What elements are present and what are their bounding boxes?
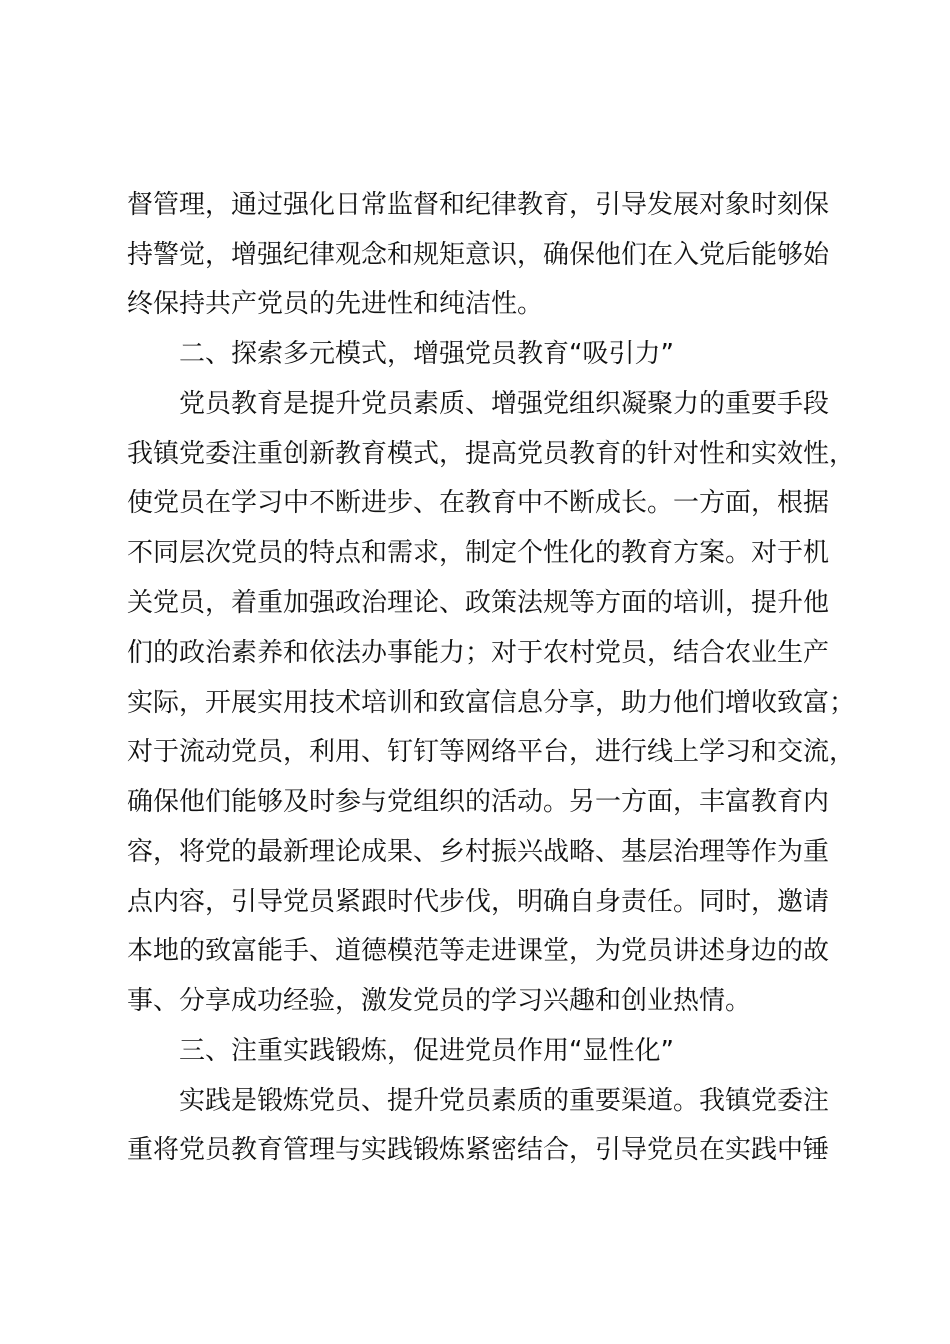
body-text-line: 不同层次党员的特点和需求，制定个性化的教育方案。对于机 — [127, 538, 830, 568]
body-text-line: 重将党员教育管理与实践锻炼紧密结合，引导党员在实践中锤 — [127, 1135, 830, 1165]
body-text-line: 党员教育是提升党员素质、增强党组织凝聚力的重要手段 — [179, 389, 830, 419]
body-text-line: 们的政治素养和依法办事能力；对于农村党员，结合农业生产 — [127, 638, 830, 668]
body-text-line: 终保持共产党员的先进性和纯洁性。 — [127, 289, 544, 319]
body-text-line: 对于流动党员，利用、钉钉等网络平台，进行线上学习和交流， — [127, 737, 856, 767]
body-text-line: 我镇党委注重创新教育模式，提高党员教育的针对性和实效性， — [127, 439, 856, 469]
body-text-line: 事、分享成功经验，激发党员的学习兴趣和创业热情。 — [127, 986, 752, 1016]
body-text-line: 点内容，引导党员紧跟时代步伐，明确自身责任。同时，邀请 — [127, 887, 830, 917]
body-text-line: 本地的致富能手、道德模范等走进课堂，为党员讲述身边的故 — [127, 936, 830, 966]
body-text-line: 确保他们能够及时参与党组织的活动。另一方面，丰富教育内 — [127, 787, 830, 817]
body-text-line: 实践是锻炼党员、提升党员素质的重要渠道。我镇党委注 — [179, 1086, 830, 1116]
body-text-line: 容，将党的最新理论成果、乡村振兴战略、基层治理等作为重 — [127, 837, 830, 867]
body-text-line: 使党员在学习中不断进步、在教育中不断成长。一方面，根据 — [127, 488, 830, 518]
body-text-line: 关党员，着重加强政治理论、政策法规等方面的培训，提升他 — [127, 588, 830, 618]
body-text-line: 实际，开展实用技术培训和致富信息分享，助力他们增收致富； — [127, 688, 856, 718]
section-heading-3: 三、注重实践锻炼，促进党员作用“显性化” — [179, 1036, 674, 1066]
body-text-line: 持警觉，增强纪律观念和规矩意识，确保他们在入党后能够始 — [127, 240, 830, 270]
section-heading-2: 二、探索多元模式，增强党员教育“吸引力” — [179, 339, 674, 369]
body-text-line: 督管理，通过强化日常监督和纪律教育，引导发展对象时刻保 — [127, 190, 830, 220]
